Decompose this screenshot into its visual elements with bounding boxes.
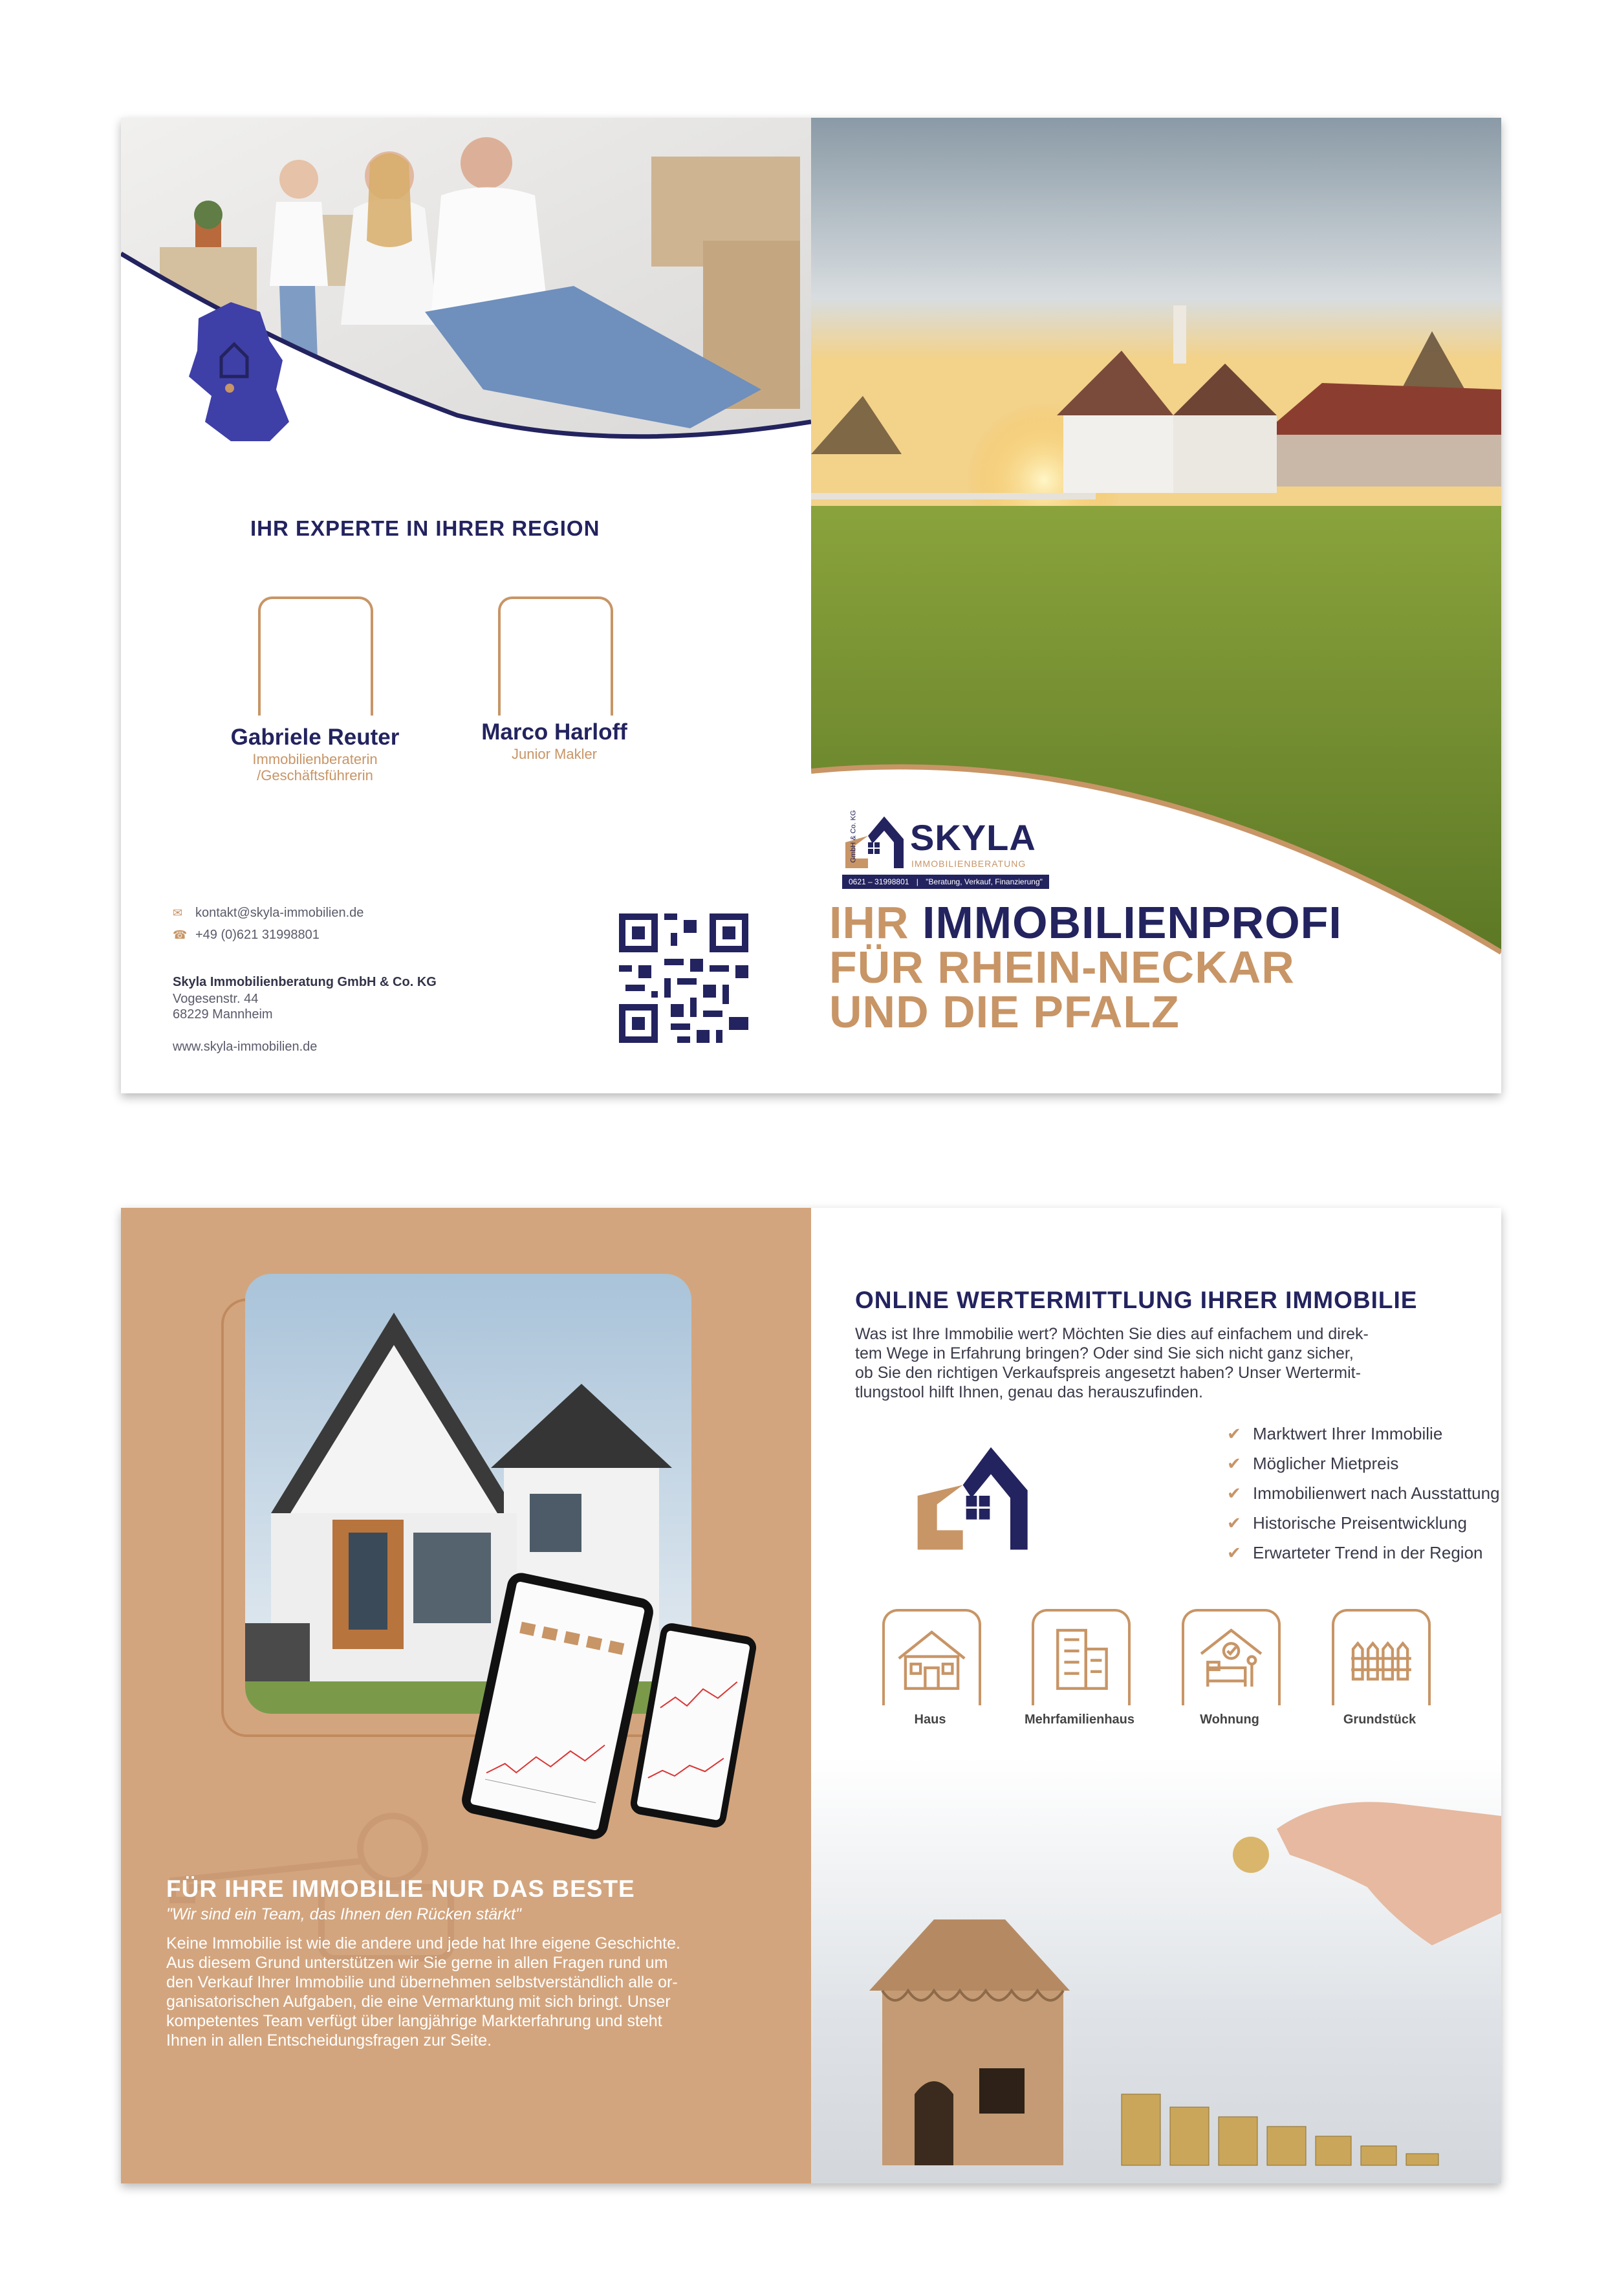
- best-line: kompetentes Team verfügt über langjährige Markterfahrung und steht: [166, 2012, 662, 2030]
- check-icon: ✔: [1227, 1543, 1241, 1562]
- logo-phone: 0621 – 31998801: [849, 877, 909, 886]
- contact-phone[interactable]: +49 (0)621 31998801: [195, 928, 320, 942]
- best-line: Keine Immobilie ist wie die andere und jede hat Ihre eigene Geschichte.: [166, 1934, 680, 1952]
- best-heading: FÜR IHRE IMMOBILIE NUR DAS BESTE: [166, 1875, 635, 1902]
- valuation-line: ob Sie den richtigen Verkaufspreis angesetzt haben? Unser Wertermit-: [855, 1364, 1361, 1382]
- company-city: 68229 Mannheim: [173, 1007, 273, 1022]
- skyla-house-icon: [832, 804, 910, 875]
- check-item-1: Marktwert Ihrer Immobilie: [1253, 1424, 1443, 1443]
- check-item-2: Möglicher Mietpreis: [1253, 1454, 1399, 1473]
- best-line: Aus diesem Grund unterstützen wir Sie gerne in allen Fragen rund um: [166, 1954, 668, 1972]
- logo-name: SKYLA: [910, 817, 1036, 858]
- company-website[interactable]: www.skyla-immobilien.de: [173, 1040, 318, 1054]
- region-heading: IHR EXPERTE IN IHRER REGION: [250, 516, 600, 540]
- hero-line-1-accent: IHR: [829, 897, 909, 948]
- category-tile-mehrfamilienhaus[interactable]: [1032, 1609, 1131, 1705]
- category-label-mehrfamilienhaus: Mehrfamilienhaus: [1024, 1712, 1135, 1727]
- family-photo-illustration: [121, 118, 811, 461]
- best-line: ganisatorischen Aufgaben, die eine Vermarktung mit sich bringt. Unser: [166, 1993, 671, 2011]
- valuation-line: tlungstool hilft Ihnen, genau das herauszufinden.: [855, 1383, 1203, 1401]
- brochure-front-sheet: [121, 118, 1501, 1093]
- valuation-line: Was ist Ihre Immobilie wert? Möchten Sie dies auf einfachem und direk-: [855, 1325, 1369, 1343]
- category-label-wohnung: Wohnung: [1200, 1712, 1259, 1727]
- qr-code[interactable]: [619, 913, 748, 1043]
- hero-line-2: FÜR RHEIN-NECKAR: [829, 942, 1295, 992]
- check-icon: ✔: [1227, 1424, 1241, 1443]
- fence-plot-icon: [1334, 1612, 1428, 1705]
- expert-name-2: Marco Harloff: [481, 719, 627, 745]
- skyla-large-house-icon: [907, 1431, 1036, 1560]
- logo-claim: "Beratung, Verkauf, Finanzierung": [926, 877, 1043, 886]
- best-paragraph: [166, 1934, 768, 2050]
- hero-line-1: [829, 897, 1342, 948]
- logo-side-text: GmbH & Co. KG: [849, 810, 858, 863]
- valuation-heading: ONLINE WERTERMITTLUNG IHRER IMMOBILIE: [855, 1287, 1418, 1313]
- company-street: Vogesenstr. 44: [173, 992, 259, 1006]
- check-icon: ✔: [1227, 1483, 1241, 1503]
- hero-headline: [829, 897, 1342, 1037]
- check-item-5: Erwarteter Trend in der Region: [1253, 1543, 1483, 1562]
- best-line: Ihnen in allen Entscheidungsfragen zur Seite.: [166, 2031, 492, 2050]
- company-name: Skyla Immobilienberatung GmbH & Co. KG: [173, 975, 437, 989]
- logo-bar-separator: |: [916, 877, 918, 886]
- family-photo: [121, 118, 811, 461]
- check-icon: ✔: [1227, 1513, 1241, 1533]
- expert-portrait-frame-2: [498, 596, 613, 716]
- expert-name-1: Gabriele Reuter: [230, 725, 400, 750]
- category-tile-haus[interactable]: [882, 1609, 981, 1705]
- house-icon: [885, 1612, 979, 1705]
- contact-email[interactable]: kontakt@skyla-immobilien.de: [195, 906, 364, 920]
- apartment-bedroom-icon: [1184, 1612, 1278, 1705]
- logo-contact-bar: [842, 875, 1049, 889]
- expert-role-2-line1: Junior Makler: [511, 746, 598, 762]
- check-item-4: Historische Preisentwicklung: [1253, 1513, 1467, 1533]
- expert-portrait-frame-1: [258, 596, 373, 716]
- logo-subtitle: IMMOBILIENBERATUNG: [911, 858, 1026, 869]
- coins-house-photo: [811, 1758, 1501, 2183]
- phone-icon: ☎: [173, 928, 188, 941]
- best-quote: "Wir sind ein Team, das Ihnen den Rücken stärkt": [166, 1905, 521, 1923]
- hero-line-1-main: IMMOBILIENPROFI: [922, 897, 1342, 948]
- skyla-logo: [832, 804, 1052, 907]
- check-icon: ✔: [1227, 1454, 1241, 1473]
- expert-role-1-line1: Immobilienberaterin: [252, 751, 378, 767]
- category-tile-wohnung[interactable]: [1182, 1609, 1281, 1705]
- valuation-line: tem Wege in Erfahrung bringen? Oder sind Sie sich nicht ganz sicher,: [855, 1344, 1354, 1362]
- valuation-paragraph: [855, 1324, 1457, 1402]
- category-label-grundstueck: Grundstück: [1343, 1712, 1416, 1727]
- category-label-haus: Haus: [914, 1712, 946, 1727]
- check-item-3: Immobilienwert nach Ausstattung: [1253, 1483, 1500, 1503]
- mail-icon: ✉: [173, 906, 183, 919]
- brochure-inside-sheet: [121, 1208, 1501, 2183]
- coins-house-illustration: [811, 1758, 1501, 2183]
- best-line: den Verkauf Ihrer Immobilie und übernehmen selbstverständlich alle or-: [166, 1973, 678, 1991]
- expert-role-1-line2: /Geschäftsführerin: [257, 767, 373, 783]
- category-tile-grundstueck[interactable]: [1332, 1609, 1431, 1705]
- apartment-building-icon: [1034, 1612, 1128, 1705]
- hero-line-3: UND DIE PFALZ: [829, 987, 1180, 1037]
- qr-code-graphic: [619, 913, 748, 1043]
